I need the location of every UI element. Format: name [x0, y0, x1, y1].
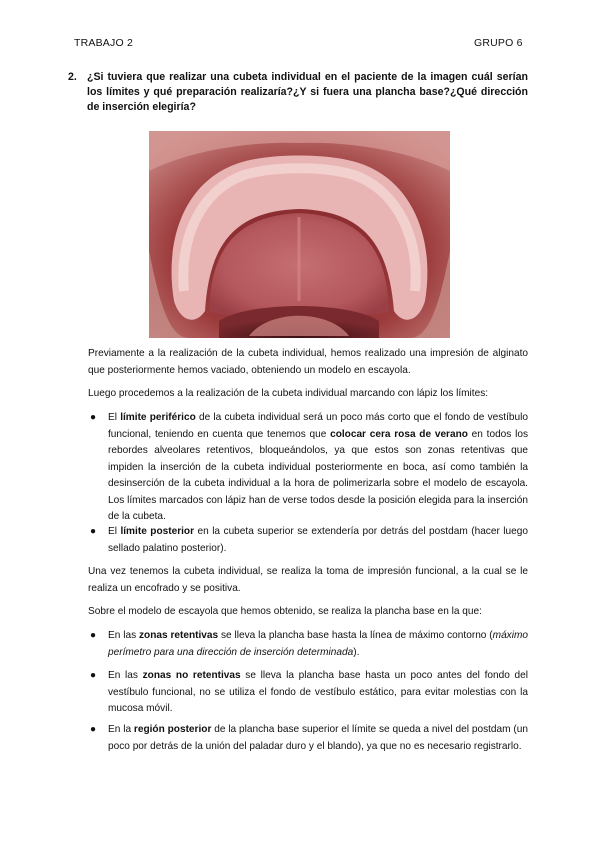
header-title: TRABAJO 2	[74, 37, 133, 49]
bullet-text: En las zonas retentivas se lleva la plancha base hasta la línea de máximo contorno (máximo perímetro para una dirección de inserción determinada).	[108, 630, 528, 658]
intraoral-photo	[149, 131, 450, 338]
paragraph-2: Luego procedemos a la realización de la cubeta individual marcando con lápiz los límites:	[88, 388, 489, 399]
bullet-icon: ●	[90, 670, 97, 681]
list-item	[88, 628, 528, 661]
list-item	[88, 668, 528, 718]
bullet-text: El límite posterior en la cubeta superior se extendería por detrás del postdam (hacer luego sellado palatino posterior).	[108, 526, 528, 554]
question-heading	[68, 70, 528, 115]
question-number: 2.	[68, 71, 77, 83]
bullet-text: El límite periférico de la cubeta individual será un poco más corto que el fondo de vestíbulo funcional, teniendo en cuenta que tenemos que colocar cera rosa de verano en todos los rebordes alveolares retentivos, bloqueándolos, ya que estos son zonas retentivas que impiden la inserción de la cubeta individual posteriormente en boca, así como también la desinserción de la cubeta individual a la hora de polimerizarla sobre el modelo de escayola. Los límites marcados con lápiz han de verse todos desde la posición elegida para la inserción de la cubeta.	[108, 412, 528, 522]
header-group: GRUPO 6	[474, 37, 523, 49]
list-item	[88, 524, 528, 557]
list-item	[88, 410, 528, 526]
paragraph-3: Una vez tenemos la cubeta individual, se realiza la toma de impresión funcional, a la cual se le realiza un encofrado y se positiva.	[88, 566, 528, 594]
paragraph-4: Sobre el modelo de escayola que hemos obtenido, se realiza la plancha base en la que:	[88, 606, 482, 617]
bullet-icon: ●	[90, 412, 97, 423]
list-item	[88, 722, 528, 755]
bullet-text: En las zonas no retentivas se lleva la plancha base hasta un poco antes del fondo del vestíbulo funcional, no se utiliza el fondo de vestíbulo estático, para evitar molestias con la mucosa móvil.	[108, 670, 529, 714]
bullet-icon: ●	[90, 724, 97, 735]
maxilla-photo-illustration	[149, 131, 450, 338]
bullet-icon: ●	[90, 630, 97, 641]
question-text: ¿Si tuviera que realizar una cubeta individual en el paciente de la imagen cuál serían los límites y qué preparación realizaría?¿Y si fuera una plancha base?¿Qué dirección de inserción elegiría?	[87, 71, 528, 113]
bullet-icon: ●	[90, 526, 97, 537]
bullet-text: En la región posterior de la plancha base superior el límite se queda a nivel del postdam (un poco por detrás de la unión del paladar duro y el blando), ya que no es necesario registrarlo.	[108, 724, 528, 752]
paragraph-1: Previamente a la realización de la cubeta individual, hemos realizado una impresión de alginato que posteriormente hemos vaciado, obteniendo un modelo en escayola.	[88, 348, 528, 376]
